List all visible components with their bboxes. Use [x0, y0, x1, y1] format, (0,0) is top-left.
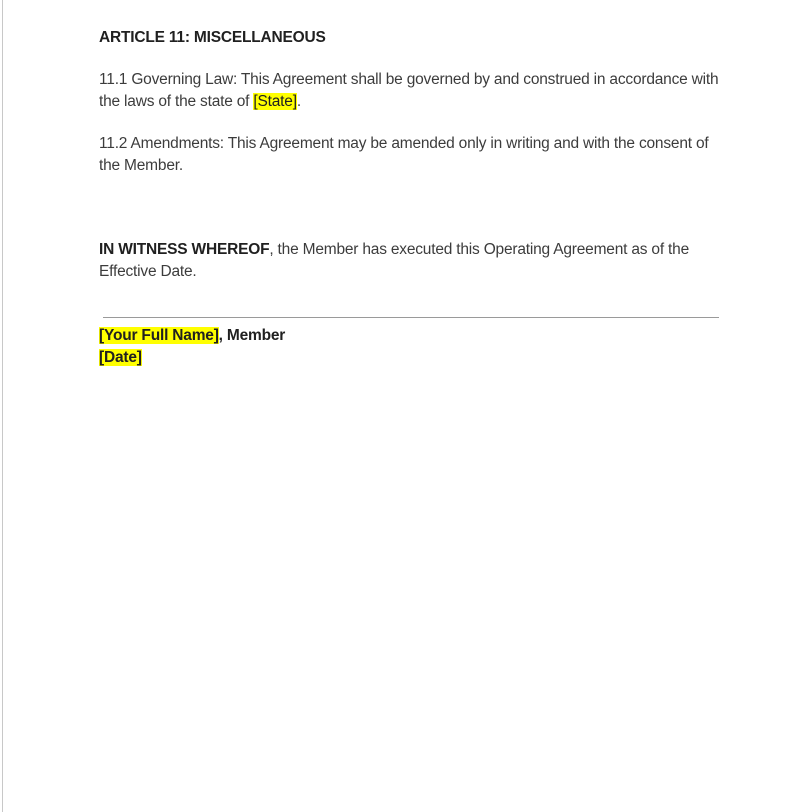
state-placeholder: [State]	[253, 93, 297, 110]
witness-text: , the Member has executed this Operating Agreement as of the Effective Date.	[99, 241, 690, 280]
member-role: , Member	[218, 327, 286, 344]
witness-bold: IN WITNESS WHEREOF	[99, 241, 270, 258]
document-page	[99, 27, 724, 366]
section-11-1-text: 11.1 Governing Law: This Agreement shall be governed by and construed in accordance with the laws of the state of	[99, 71, 719, 110]
article-heading: ARTICLE 11: MISCELLANEOUS	[99, 29, 326, 46]
signature-line	[103, 317, 719, 318]
name-placeholder: [Your Full Name]	[99, 327, 219, 344]
signature-block	[99, 325, 285, 369]
witness-paragraph	[99, 239, 724, 283]
page-left-border	[2, 0, 3, 812]
date-placeholder: [Date]	[99, 349, 142, 366]
section-11-2: 11.2 Amendments: This Agreement may be amended only in writing and with the consent of the Member.	[99, 135, 709, 174]
section-11-1-end: .	[296, 93, 301, 110]
section-11-1	[99, 69, 724, 113]
